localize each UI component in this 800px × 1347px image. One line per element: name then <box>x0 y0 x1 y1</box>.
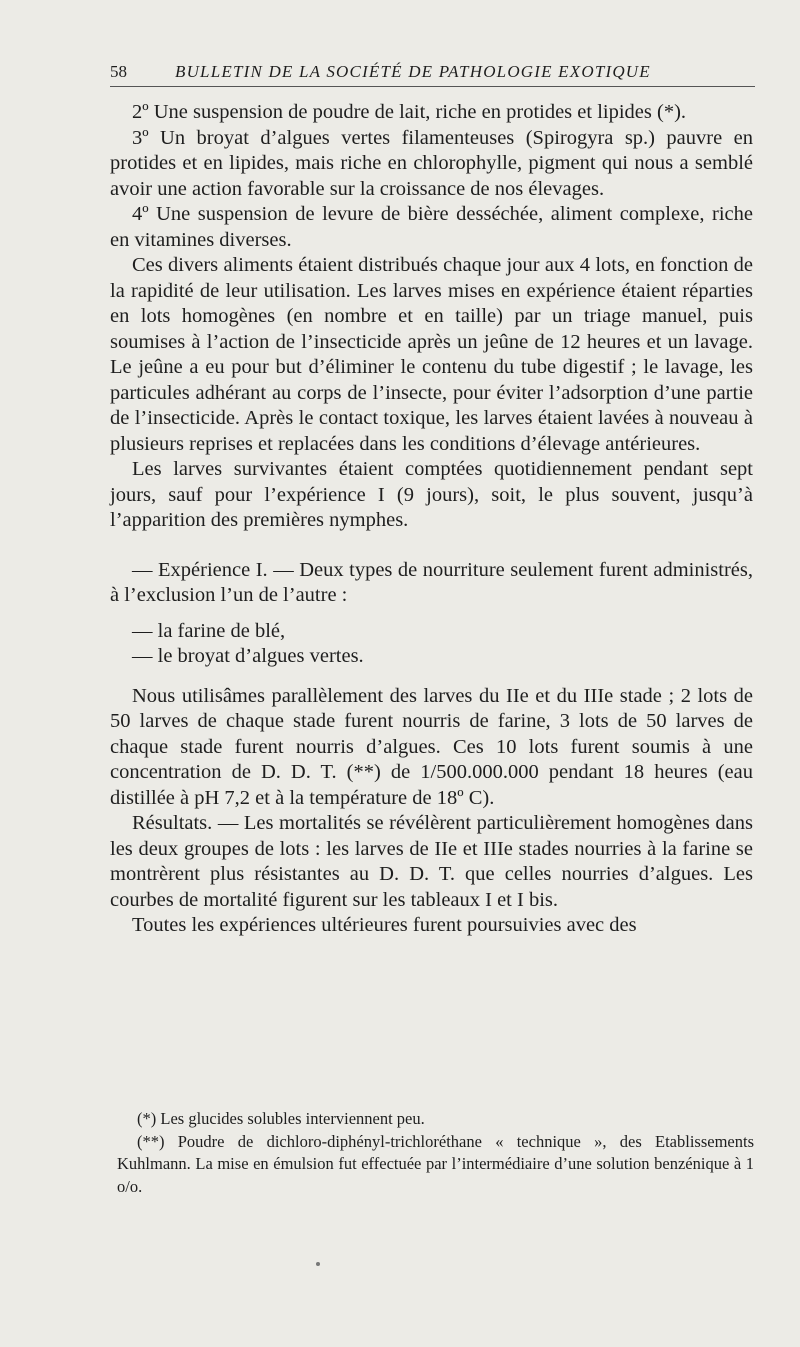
paragraph-experiment-1: — Expérience I. — Deux types de nourriture seulement furent administrés, à l’exclusion l’un de l’autre : <box>110 558 753 606</box>
journal-title: BULLETIN DE LA SOCIÉTÉ DE PATHOLOGIE EXOTIQUE <box>175 62 651 81</box>
paragraph-larvae-lots: Nous utilisâmes parallèlement des larves du IIe et du IIIe stade ; 2 lots de 50 larves de chaque stade furent nourris de farine, 3 lots de 50 larves de chaque stade furent nourris d’algues. Ces 10 lots furent soumis à une concentration de D. D. T. (**) de 1/500.000.000 pendant 18 heures (eau distillée à pH 7,2 et à la température de 18º C). <box>110 684 753 809</box>
list-item-algae: — le broyat d’algues vertes. <box>132 645 364 667</box>
footnotes <box>117 1108 754 1198</box>
paragraph-milk-powder: 2º Une suspension de poudre de lait, riche en protides et lipides (*). <box>132 101 687 123</box>
running-header <box>110 60 755 87</box>
footnote-2: (**) Poudre de dichloro-diphényl-trichloréthane « technique », des Etablissements Kuhlmann. La mise en émulsion fut effectuée par l’intermédiaire d’une solution benzénique à 1 o/o. <box>117 1131 754 1196</box>
paragraph-feeding-method: Ces divers aliments étaient distribués chaque jour aux 4 lots, en fonction de la rapidité de leur utilisation. Les larves mises en expérience étaient réparties en lots homogènes (en nombre et en taille) par un triage manuel, puis soumises à l’action de l’insecticide après un jeûne de 12 heures et un lavage. Le jeûne a eu pour but d’éliminer le contenu du tube digestif ; le lavage, les particules adhérant au corps de l’insecte, pour éviter l’adsorption d’une partie de l’insecticide. Après le contact toxique, les larves étaient lavées à nouveau à plusieurs reprises et replacées dans les conditions d’élevage antérieures. <box>110 254 753 455</box>
paragraph-following-experiments: Toutes les expériences ultérieures furent poursuivies avec des <box>132 914 637 936</box>
paragraph-results: Résultats. — Les mortalités se révélèrent particulièrement homogènes dans les deux groupes de lots : les larves de IIe et IIIe stades nourries à la farine se montrèrent plus résistantes au D. D. T. que celles nourries d’algues. Les courbes de mortalité figurent sur les tableaux I et I bis. <box>110 812 753 911</box>
list-item-flour: — la farine de blé, <box>132 619 286 642</box>
footnote-1: (*) Les glucides solubles interviennent peu. <box>137 1109 425 1128</box>
paragraph-yeast: 4º Une suspension de levure de bière desséchée, aliment complexe, riche en vitamines diverses. <box>110 203 753 251</box>
body-text <box>110 100 753 939</box>
page-number: 58 <box>110 62 127 81</box>
paragraph-algae: 3º Un broyat d’algues vertes filamenteuses (Spirogyra sp.) pauvre en protides et en lipides, mais riche en chlorophylle, pigment qui nous a semblé avoir une action favorable sur la croissance de nos élevages. <box>110 126 753 200</box>
ink-speck <box>316 1262 320 1266</box>
paragraph-survivor-count: Les larves survivantes étaient comptées quotidiennement pendant sept jours, sauf pour l’expérience I (9 jours), soit, le plus souvent, jusqu’à l’apparition des premières nymphes. <box>110 458 753 531</box>
